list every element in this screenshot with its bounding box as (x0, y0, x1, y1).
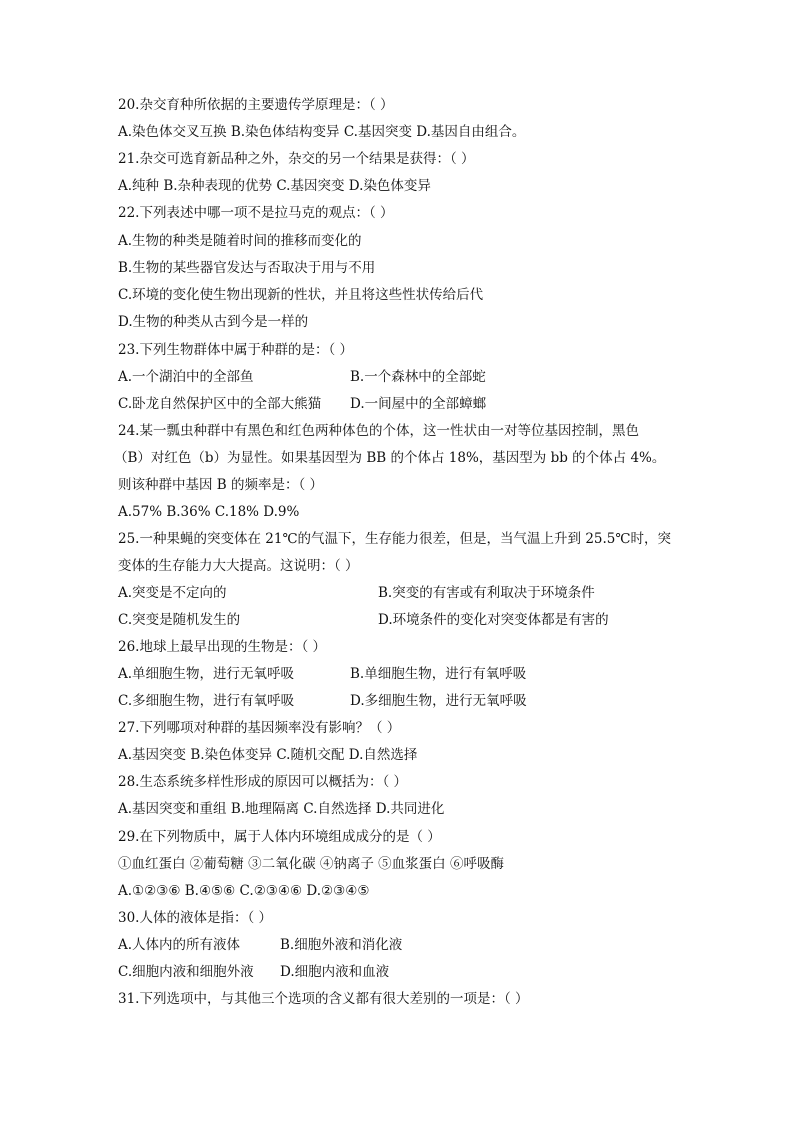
question-30-stem: 30.人体的液体是指：（ ） (118, 910, 273, 926)
question-26-option-b: B.单细胞生物，进行有氧呼吸 (350, 666, 527, 682)
question-27-stem: 27.下列哪项对种群的基因频率没有影响？（ ） (118, 720, 401, 736)
question-24-stem-line-2: （B）对红色（b）为显性。如果基因型为 BB 的个体占 18%，基因型为 bb 的个体占 4%。 (114, 450, 666, 466)
question-22-option-d: D.生物的种类从古到今是一样的 (118, 314, 309, 330)
question-28-options: A.基因突变和重组 B.地理隔离 C.自然选择 D.共同进化 (118, 801, 445, 817)
question-27-options: A.基因突变 B.染色体变异 C.随机交配 D.自然选择 (118, 747, 418, 763)
question-25-option-a: A.突变是不定向的 (118, 585, 227, 601)
question-29-items: ①血红蛋白 ②葡萄糖 ③二氧化碳 ④钠离子 ⑤血浆蛋白 ⑥呼吸酶 (118, 856, 504, 872)
question-31-stem: 31.下列选项中，与其他三个选项的含义都有很大差别的一项是：（ ） (118, 991, 529, 1007)
question-25-option-c: C.突变是随机发生的 (118, 612, 241, 628)
question-30-option-a: A.人体内的所有液体 (118, 937, 241, 953)
question-26-option-d: D.多细胞生物，进行无氧呼吸 (350, 693, 527, 709)
question-25-option-d: D.环境条件的变化对突变体都是有害的 (378, 612, 609, 628)
question-28-stem: 28.生态系统多样性形成的原因可以概括为：（ ） (118, 774, 408, 790)
question-23-option-d: D.一间屋中的全部蟑螂 (350, 396, 487, 412)
question-30-option-b: B.细胞外液和消化液 (280, 937, 403, 953)
question-23-option-c: C.卧龙自然保护区中的全部大熊猫 (118, 396, 322, 412)
question-29-stem: 29.在下列物质中，属于人体内环境组成成分的是（ ） (118, 829, 441, 845)
question-22-stem: 22.下列表述中哪一项不是拉马克的观点：（ ） (118, 205, 394, 221)
question-26-option-c: C.多细胞生物，进行有氧呼吸 (118, 693, 295, 709)
question-24-stem-line-1: 24.某一瓢虫种群中有黑色和红色两种体色的个体，这一性状由一对等位基因控制，黑色 (118, 423, 639, 439)
question-25-option-b: B.突变的有害或有利取决于环境条件 (378, 585, 595, 601)
question-24-stem-line-3: 则该种群中基因 B 的频率是：（ ） (118, 477, 324, 493)
question-26-option-a: A.单细胞生物，进行无氧呼吸 (118, 666, 295, 682)
question-25-stem-line-1: 25.一种果蝇的突变体在 21℃的气温下，生存能力很差，但是，当气温上升到 25.5℃时，突 (118, 531, 671, 547)
question-21-stem: 21.杂交可选育新品种之外，杂交的另一个结果是获得：（ ） (118, 151, 475, 167)
question-22-option-a: A.生物的种类是随着时间的推移而变化的 (118, 233, 362, 249)
question-25-stem-line-2: 变体的生存能力大大提高。这说明：（ ） (118, 558, 359, 574)
question-30-option-d: D.细胞内液和血液 (280, 964, 390, 980)
question-26-stem: 26.地球上最早出现的生物是：（ ） (118, 639, 327, 655)
question-22-option-c: C.环境的变化使生物出现新的性状，并且将这些性状传给后代 (118, 287, 484, 303)
question-20-stem: 20.杂交育种所依据的主要遗传学原理是：（ ） (118, 97, 394, 113)
question-21-options: A.纯种 B.杂种表现的优势 C.基因突变 D.染色体变异 (118, 178, 431, 194)
question-29-options: A.①②③⑥ B.④⑤⑥ C.②③④⑥ D.②③④⑤ (118, 883, 370, 899)
question-23-option-b: B.一个森林中的全部蛇 (350, 369, 486, 385)
question-23-option-a: A.一个湖泊中的全部鱼 (118, 369, 254, 385)
question-20-options: A.染色体交叉互换 B.染色体结构变异 C.基因突变 D.基因自由组合。 (118, 124, 526, 140)
question-22-option-b: B.生物的某些器官发达与否取决于用与不用 (118, 260, 376, 276)
question-30-option-c: C.细胞内液和细胞外液 (118, 964, 254, 980)
question-24-options: A.57% B.36% C.18% D.9% (118, 504, 300, 520)
question-23-stem: 23.下列生物群体中属于种群的是：（ ） (118, 342, 354, 358)
